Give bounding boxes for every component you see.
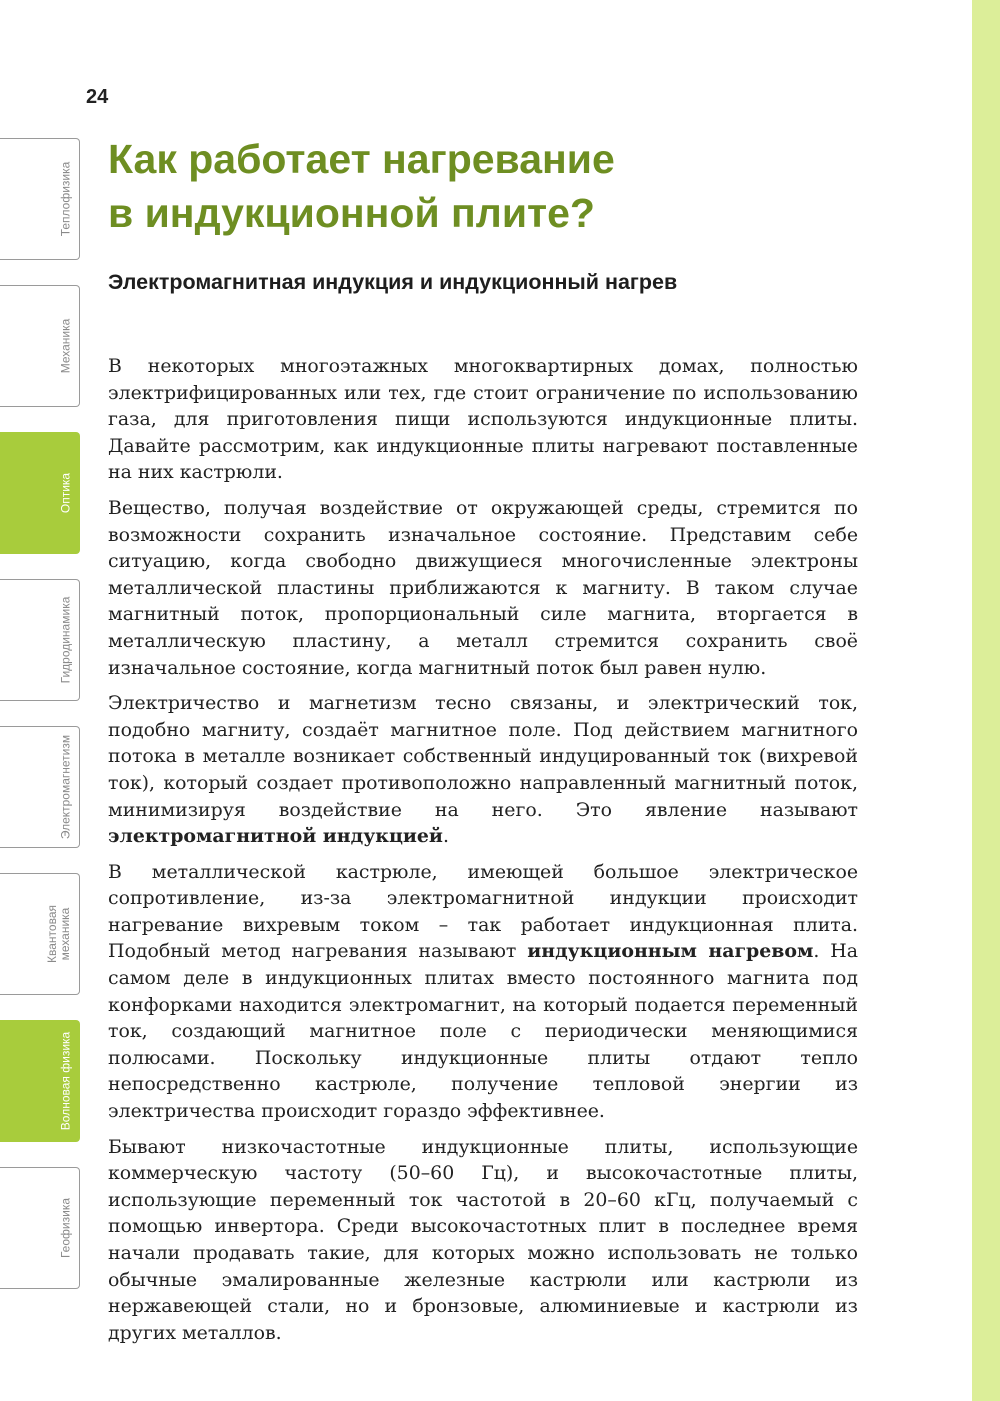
- title-line-1: Как работает нагревание: [108, 136, 615, 182]
- tab-geofizika[interactable]: [0, 1167, 80, 1289]
- tab-label: Гидродинамика: [58, 596, 73, 684]
- tab-optika[interactable]: [0, 432, 80, 554]
- tab-volnovaya-fizika[interactable]: [0, 1020, 80, 1142]
- right-margin-strip: [972, 0, 1000, 1401]
- term-induction-heating: индукционным нагревом: [527, 940, 814, 963]
- tab-label-line2: механика: [58, 907, 72, 961]
- tab-label: Геофизика: [58, 1197, 73, 1259]
- paragraph-1: В некоторых многоэтажных многоквартирных домах, полностью электрифицированных или тех, где стоит ограничение по использованию газа, для приготовления пищи используются индукционные плиты. Давайте рассмотрим, как индукционные плиты нагревают поставленные на них кастрюли.: [108, 355, 858, 484]
- paragraph-4-text: В металлической кастрюле, имеющей большое электрическое сопротивление, из-за электромагнитной индукции происходит нагревание вихревым током – так работает индукционная плита. Подобный метод нагревания называют: [108, 860, 858, 963]
- paragraph-4: [108, 859, 858, 1125]
- section-tabs: [0, 0, 84, 1401]
- tab-elektromagnetizm[interactable]: [0, 726, 80, 848]
- paragraph-3: [108, 690, 858, 850]
- tab-label: Волновая физика: [58, 1031, 73, 1131]
- tab-label: Оптика: [58, 472, 73, 514]
- title-line-2: в индукционной плите?: [108, 190, 595, 236]
- tab-label: Механика: [58, 318, 73, 374]
- tab-teplofizika[interactable]: [0, 138, 80, 260]
- page-number: 24: [86, 86, 109, 108]
- tab-label: Электромагнетизм: [58, 734, 73, 840]
- paragraph-3-end: .: [442, 825, 449, 848]
- tab-gidrodinamika[interactable]: [0, 579, 80, 701]
- tab-label: Теплофизика: [58, 161, 73, 237]
- paragraph-5: Бывают низкочастотные индукционные плиты, использующие коммерческую частоту (50–60 Гц), и высокочастотные плиты, использующие переменный ток частотой в 20–60 кГц, получаемый с помощью инвертора. Среди высокочастотных плит в последнее время начали продавать такие, для которых можно использовать не только обычные эмалированные железные кастрюли или кастрюли из нержавеющей стали, но и бронзовые, алюминиевые и кастрюли из других металлов.: [108, 1135, 858, 1344]
- paragraph-3-text: Электричество и магнетизм тесно связаны, и электрический ток, подобно магниту, создаёт магнитное поле. Под действием магнитного потока в металле возникает собственный индуцированный ток (вихревой ток), который создает противоположно направленный магнитный поток, минимизируя воздействие на него. Это явление называют: [108, 692, 858, 821]
- section-subtitle: Электромагнитная индукция и индукционный нагрев: [108, 270, 678, 294]
- tab-kvantovaya-mekhanika[interactable]: [0, 873, 80, 995]
- term-electromagnetic-induction: электромагнитной индукцией: [108, 825, 443, 848]
- tab-label: [46, 905, 72, 963]
- body-text: [108, 353, 858, 1355]
- tab-label-line1: Квантовая: [45, 905, 59, 963]
- paragraph-2: Вещество, получая воздействие от окружающей среды, стремится по возможности сохранить изначальное состояние. Представим себе ситуацию, когда свободно движущиеся многочисленные электроны металлической пластины приближаются к магниту. В таком случае магнитный поток, пропорциональный силе магнита, вторгается в металлическую пластину, а металл стремится сохранить своё изначальное состояние, когда магнитный поток был равен нулю.: [108, 496, 858, 679]
- page-title: [108, 132, 848, 240]
- tab-mekhanika[interactable]: [0, 285, 80, 407]
- paragraph-4-end: . На самом деле в индукционных плитах вместо постоянного магнита под конфорками находится электромагнит, на который подается переменный ток, создающий магнитное поле с периодически меняющимися полюсами. Поскольку индукционные плиты отдают тепло непосредственно кастрюле, получение тепловой энергии из электричества происходит гораздо эффективнее.: [108, 940, 859, 1123]
